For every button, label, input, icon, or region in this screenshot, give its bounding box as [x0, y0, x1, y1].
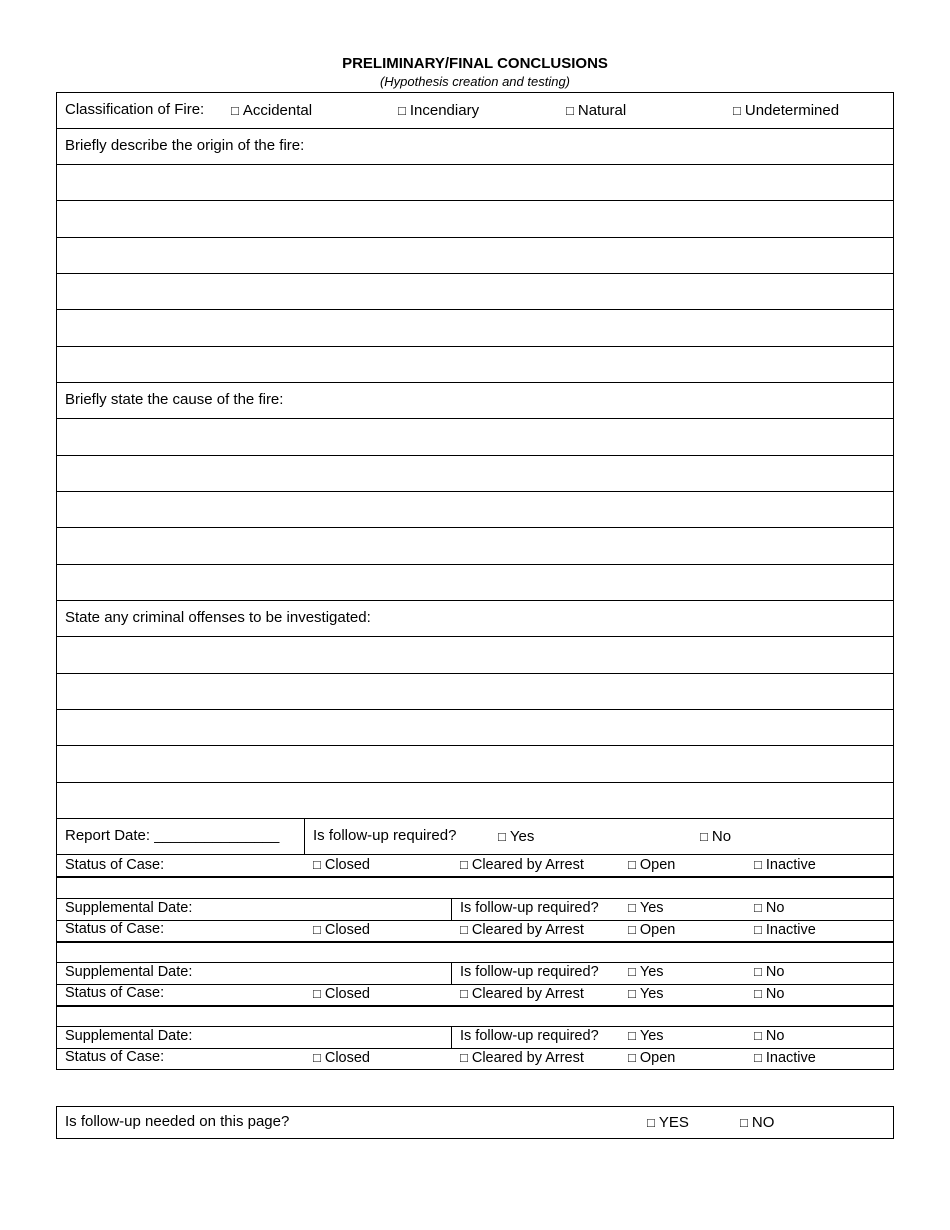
- status-cleared-checkbox[interactable]: □ Cleared by Arrest: [460, 857, 584, 873]
- supplemental-followup-no-checkbox[interactable]: □ No: [754, 1028, 784, 1044]
- status-open-checkbox[interactable]: □ Open: [628, 857, 675, 873]
- offenses-line-2[interactable]: [57, 674, 893, 709]
- supplemental-open-checkbox[interactable]: □ Open: [628, 1050, 675, 1066]
- origin-line-6[interactable]: [57, 347, 893, 382]
- supplemental-followup-label: Is follow-up required?: [460, 1028, 599, 1044]
- supplemental-followup-yes-checkbox[interactable]: □ Yes: [628, 964, 664, 980]
- undetermined-checkbox[interactable]: □ Undetermined: [733, 102, 839, 119]
- origin-line-2[interactable]: [57, 201, 893, 236]
- supplemental-followup-yes-checkbox[interactable]: □ Yes: [628, 1028, 664, 1044]
- cause-line-5[interactable]: [57, 565, 893, 600]
- page-title: PRELIMINARY/FINAL CONCLUSIONS: [342, 55, 608, 72]
- offenses-line-3[interactable]: [57, 710, 893, 745]
- origin-line-3[interactable]: [57, 238, 893, 273]
- offenses-line-1[interactable]: [57, 637, 893, 672]
- status-inactive-checkbox[interactable]: □ Inactive: [754, 857, 816, 873]
- status-label: Status of Case:: [65, 857, 165, 873]
- report-date-label[interactable]: Report Date: _______________: [65, 827, 280, 844]
- supplemental-status-label: Status of Case:: [65, 985, 165, 1001]
- supplemental-open-checkbox[interactable]: □ Open: [628, 922, 675, 938]
- supplemental-no-checkbox[interactable]: □ No: [754, 986, 784, 1002]
- supplemental-followup-yes-checkbox[interactable]: □ Yes: [628, 900, 664, 916]
- supplemental-inactive-checkbox[interactable]: □ Inactive: [754, 922, 816, 938]
- accidental-checkbox[interactable]: □ Accidental: [231, 102, 312, 119]
- supplemental-yes-checkbox[interactable]: □ Yes: [628, 986, 664, 1002]
- supplemental-closed-checkbox[interactable]: □ Closed: [313, 986, 370, 1002]
- supplemental-closed-checkbox[interactable]: □ Closed: [313, 922, 370, 938]
- cause-line-4[interactable]: [57, 528, 893, 563]
- offenses-line-4[interactable]: [57, 746, 893, 781]
- cause-label: Briefly state the cause of the fire:: [65, 391, 284, 408]
- supplemental-followup-no-checkbox[interactable]: □ No: [754, 900, 784, 916]
- supplemental-cleared-checkbox[interactable]: □ Cleared by Arrest: [460, 986, 584, 1002]
- offenses-label: State any criminal offenses to be investigated:: [65, 609, 371, 626]
- supplemental-followup-label: Is follow-up required?: [460, 964, 599, 980]
- origin-line-4[interactable]: [57, 274, 893, 309]
- natural-checkbox[interactable]: □ Natural: [566, 102, 626, 119]
- page-followup-label: Is follow-up needed on this page?: [65, 1113, 290, 1130]
- supplemental-date-label[interactable]: Supplemental Date:: [65, 964, 193, 980]
- supplemental-followup-no-checkbox[interactable]: □ No: [754, 964, 784, 980]
- page-subtitle: (Hypothesis creation and testing): [379, 74, 571, 89]
- supplemental-status-label: Status of Case:: [65, 1049, 165, 1065]
- page-followup-no-checkbox[interactable]: □ NO: [740, 1114, 774, 1131]
- cause-line-3[interactable]: [57, 492, 893, 527]
- page-followup-yes-checkbox[interactable]: □ YES: [647, 1114, 689, 1131]
- supplemental-date-label[interactable]: Supplemental Date:: [65, 900, 193, 916]
- origin-line-5[interactable]: [57, 310, 893, 345]
- cause-line-2[interactable]: [57, 456, 893, 491]
- report-followup-label: Is follow-up required?: [313, 827, 457, 844]
- supplemental-cleared-checkbox[interactable]: □ Cleared by Arrest: [460, 1050, 584, 1066]
- incendiary-checkbox[interactable]: □ Incendiary: [398, 102, 479, 119]
- supplemental-cleared-checkbox[interactable]: □ Cleared by Arrest: [460, 922, 584, 938]
- origin-label: Briefly describe the origin of the fire:: [65, 137, 305, 154]
- origin-line-1[interactable]: [57, 165, 893, 200]
- report-followup-yes-checkbox[interactable]: □ Yes: [498, 828, 534, 845]
- report-followup-no-checkbox[interactable]: □ No: [700, 828, 731, 845]
- offenses-line-5[interactable]: [57, 783, 893, 818]
- supplemental-inactive-checkbox[interactable]: □ Inactive: [754, 1050, 816, 1066]
- classification-label: Classification of Fire:: [65, 101, 205, 118]
- supplemental-closed-checkbox[interactable]: □ Closed: [313, 1050, 370, 1066]
- cause-line-1[interactable]: [57, 419, 893, 454]
- status-closed-checkbox[interactable]: □ Closed: [313, 857, 370, 873]
- supplemental-followup-label: Is follow-up required?: [460, 900, 599, 916]
- supplemental-date-label[interactable]: Supplemental Date:: [65, 1028, 193, 1044]
- supplemental-status-label: Status of Case:: [65, 921, 165, 937]
